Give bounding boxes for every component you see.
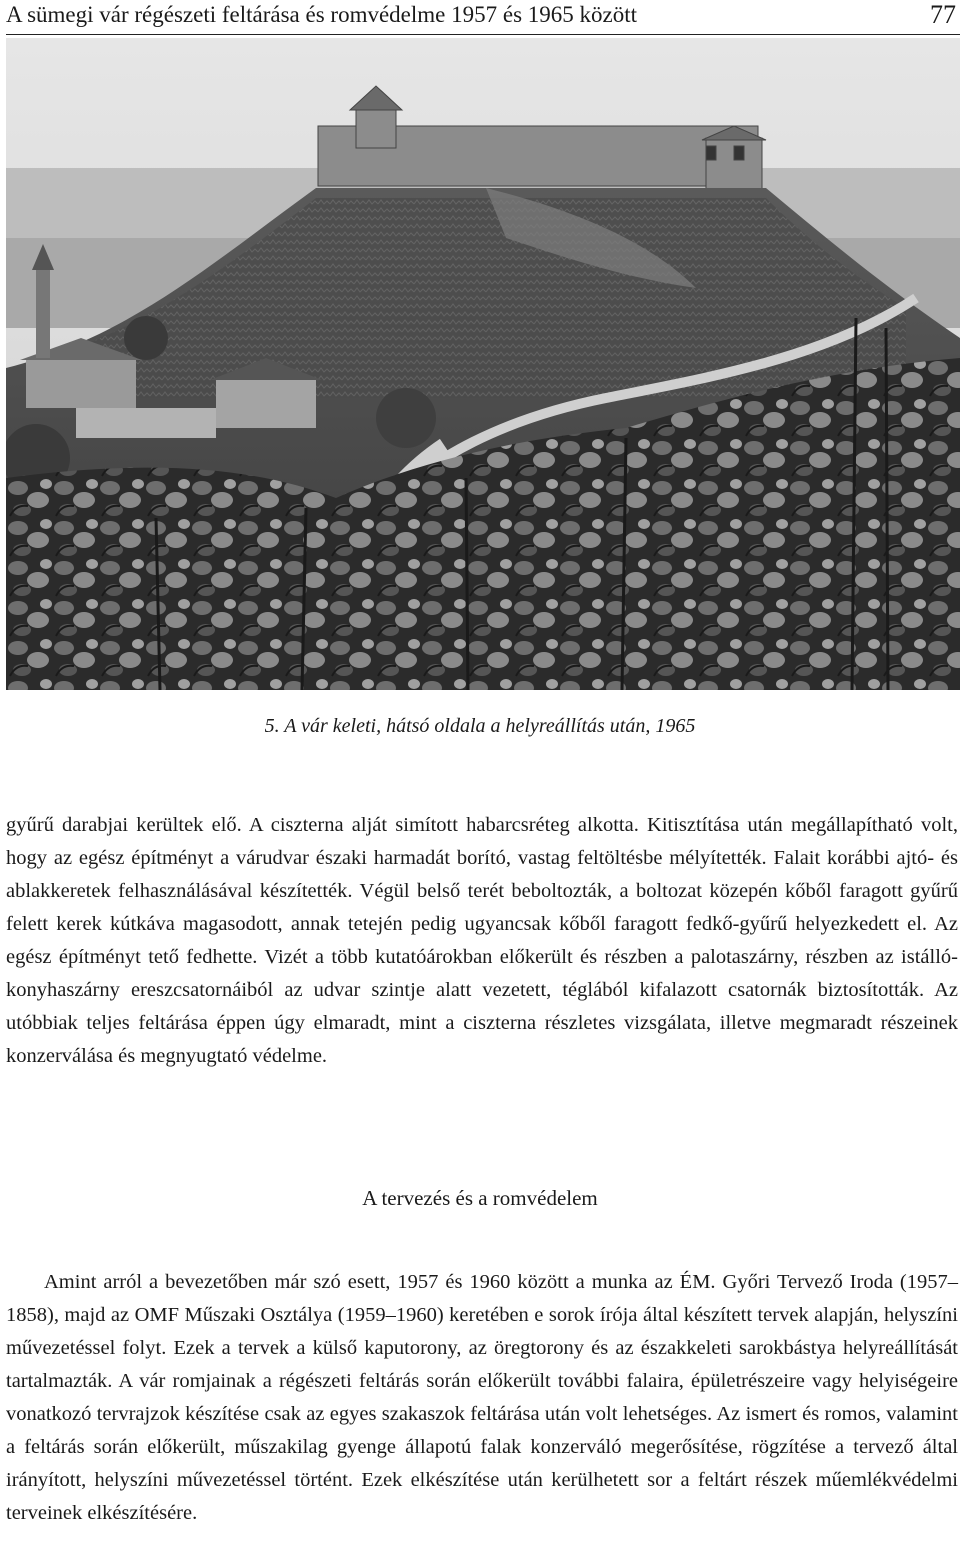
castle-photograph xyxy=(6,38,960,690)
figure-caption: 5. A vár keleti, hátsó oldala a helyreállítás után, 1965 xyxy=(264,715,696,737)
running-title: A sümegi vár régészeti feltárása és romvédelme 1957 és 1965 között xyxy=(6,2,638,27)
running-header xyxy=(6,0,960,35)
section-heading: A tervezés és a romvédelem xyxy=(362,1186,598,1210)
page-number: 77 xyxy=(930,0,956,29)
castle-hill-vineyard-image xyxy=(6,38,960,690)
body-paragraph-2: Amint arról a bevezetőben már szó esett, 1957 és 1960 között a munka az ÉM. Győri Tervező Iroda (1957–1858), majd az OMF Műszaki Osztálya (1959–1960) keretében e sorok írója által készített tervek alapján, helyszíni művezetéssel folyt. Ezek a tervek a külső kaputorony, az öregtorony és az északkeleti sarokbástya helyreállítását tartalmazták. A vár romjainak a régészeti feltárás során előkerült további falaira, épületrészeire vagy helyiségeire vonatkozó tervrajzok készítése csak az egyes szakaszok feltárása után volt lehetséges. Az ismert és romos, valamint a feltárás során előkerült, műszakilag gyenge állapotú falak konzerváló megerősítése, rögzítése a tervező által irányított, helyszíni művezetéssel történt. Ezek elkészítése után kerülhetett sor a feltárt részek műemlékvédelmi terveinek elkészítésére. xyxy=(6,1270,958,1524)
body-paragraph-1: gyűrű darabjai kerültek elő. A ciszterna alját simított habarcsréteg alkotta. Kitisztítása után megállapítható volt, hogy az egész építményt a várudvar északi harmadát borító, vastag feltöltésbe mélyítették. Falait korábbi ajtó- és ablakkeretek felhasználásával készítették. Végül belső terét beboltozták, a boltozat közepén kőből faragott gyűrű felett kerek kútkáva magasodott, annak tetején pedig ugyancsak kőből faragott fedkő-gyűrű helyezkedett el. Az egész építményt tető fedhette. Vizét a több kutatóárokban előkerült és részben a palotaszárny, részben az istálló-konyhaszárny ereszcsatornáiból az udvar szintje alatt vezetett, téglából kifalazott csatornák biztosították. Az utóbbiak teljes feltárása éppen úgy elmaradt, mint a ciszterna részletes vizsgálata, illetve megmaradt részeinek konzerválása és megnyugtató védelme. xyxy=(6,813,958,1067)
